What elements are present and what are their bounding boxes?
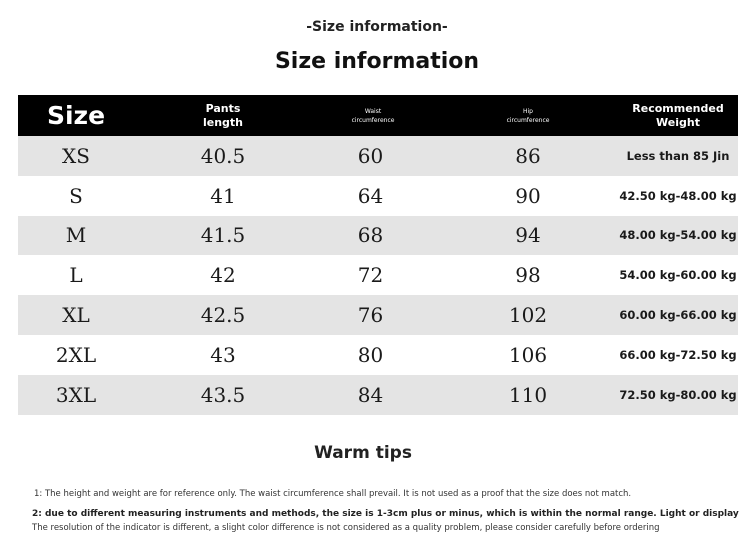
cell-weight: 54.00 kg-60.00 kg: [619, 268, 737, 283]
cell-waist: 76: [357, 303, 384, 328]
cell-hip: 94: [515, 223, 541, 248]
cell-size: 3XL: [55, 382, 97, 407]
table-row: [18, 295, 738, 335]
cell-pants-length: 43: [210, 342, 236, 367]
cell-pants-length: 42: [210, 263, 236, 288]
warm-tips-title: Warm tips: [314, 443, 412, 463]
header-pants-line2: length: [202, 115, 244, 129]
cell-pants-length: 43.5: [200, 382, 246, 407]
header-size: Size: [46, 101, 106, 130]
table-row: [18, 335, 738, 375]
tip-note-3: The resolution of the indicator is different, a slight color difference is not considered as a quality problem, please consider carefully before ordering: [32, 523, 660, 533]
cell-pants-length: 42.5: [200, 303, 246, 328]
cell-weight: 60.00 kg-66.00 kg: [619, 308, 737, 323]
header-waist-line2: circumference: [351, 116, 395, 124]
header-pants-line1: Pants: [205, 101, 241, 115]
cell-weight: Less than 85 Jin: [626, 148, 730, 163]
cell-waist: 60: [357, 143, 384, 168]
header-rec-line2: Weight: [656, 115, 700, 129]
cell-waist: 84: [357, 382, 384, 407]
cell-weight: 48.00 kg-54.00 kg: [619, 228, 737, 243]
cell-pants-length: 41: [210, 183, 236, 208]
cell-hip: 102: [508, 303, 548, 328]
cell-waist: 68: [357, 223, 384, 248]
header-waist-circumference: [323, 95, 423, 136]
cell-weight: 72.50 kg-80.00 kg: [619, 387, 737, 402]
cell-weight: 66.00 kg-72.50 kg: [619, 347, 737, 362]
cell-hip: 98: [515, 263, 541, 288]
table-row: [18, 136, 738, 176]
header-waist-line1: Waist: [364, 107, 382, 115]
cell-waist: 72: [357, 263, 384, 288]
page-subtitle: -Size information-: [306, 19, 448, 35]
table-row: [18, 216, 738, 256]
size-table: [18, 95, 738, 415]
cell-weight: 42.50 kg-48.00 kg: [619, 188, 737, 203]
cell-hip: 90: [515, 183, 541, 208]
table-row: [18, 255, 738, 295]
cell-waist: 64: [357, 183, 384, 208]
cell-waist: 80: [357, 342, 384, 367]
cell-size: 2XL: [55, 342, 97, 367]
header-hip-circumference: [478, 95, 578, 136]
header-rec-line1: Recommended: [632, 101, 724, 115]
cell-hip: 106: [508, 342, 548, 367]
cell-pants-length: 41.5: [200, 223, 246, 248]
header-pants-length: [168, 95, 278, 136]
size-table-header: [18, 95, 738, 136]
tip-note-1: 1: The height and weight are for reference only. The waist circumference shall prevail. It is not used as a proof that the size does not match.: [34, 489, 632, 499]
cell-size: XS: [62, 143, 90, 168]
cell-pants-length: 40.5: [200, 143, 246, 168]
cell-size: L: [69, 263, 83, 288]
page-title: Size information: [274, 49, 480, 74]
cell-hip: 110: [508, 382, 548, 407]
table-row: [18, 176, 738, 216]
cell-size: S: [69, 183, 83, 208]
cell-size: M: [65, 223, 87, 248]
header-hip-line2: circumference: [506, 116, 550, 124]
cell-hip: 86: [515, 143, 541, 168]
table-row: [18, 375, 738, 415]
header-recommended-weight: [608, 95, 748, 136]
cell-size: XL: [62, 303, 90, 328]
tip-note-2: 2: due to different measuring instruments and methods, the size is 1-3cm plus or minus, which is within the normal range. Light or display: [32, 509, 739, 519]
header-hip-line1: Hip: [523, 107, 533, 115]
